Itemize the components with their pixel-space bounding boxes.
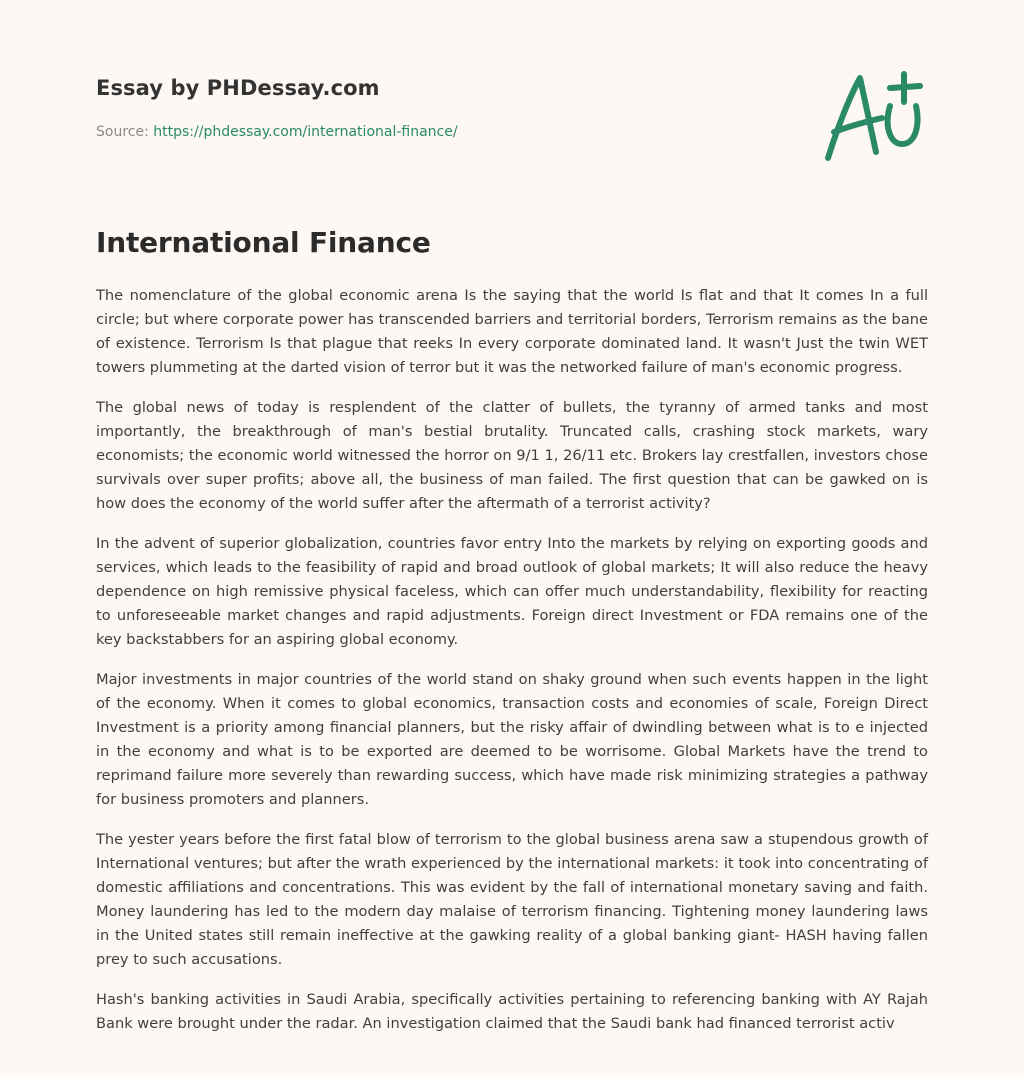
a-plus-logo-icon <box>820 66 930 166</box>
essay-body <box>96 284 928 1052</box>
essay-paragraph: The global news of today is resplendent of the clatter of bullets, the tyranny of armed tanks and most importantly, the breakthrough of man's bestial brutality. Truncated calls, crashing stock markets, wary economists; the economic world witnessed the horror on 9/1 1, 26/11 etc. Brokers lay crestfallen, investors chose survivals over super profits; above all, the business of man failed. The first question that can be gawked on is how does the economy of the world suffer after the aftermath of a terrorist activity? <box>96 399 928 512</box>
source-line <box>96 124 458 140</box>
essay-title: International Finance <box>96 226 431 259</box>
source-link[interactable]: https://phdessay.com/international-finance/ <box>153 124 458 140</box>
essay-paragraph: The nomenclature of the global economic arena Is the saying that the world Is flat and that It comes In a full circle; but where corporate power has transcended barriers and territorial borders, Terrorism remains as the bane of existence. Terrorism Is that plague that reeks In every corporate dominated land. It wasn't Just the twin WET towers plummeting at the darted vision of terror but it was the networked failure of man's economic progress. <box>96 287 928 376</box>
essay-paragraph: The yester years before the first fatal blow of terrorism to the global business arena saw a stupendous growth of International ventures; but after the wrath experienced by the international markets: it took into concentrating of domestic affiliations and concentrations. This was evident by the fall of international monetary saving and faith. Money laundering has led to the modern day malaise of terrorism financing. Tightening money laundering laws in the United states still remain ineffective at the gawking reality of a global banking giant- HASH having fallen prey to such accusations. <box>96 831 928 968</box>
source-label: Source: <box>96 124 154 140</box>
essay-paragraph: In the advent of superior globalization, countries favor entry Into the markets by relying on exporting goods and services, which leads to the feasibility of rapid and broad outlook of global markets; It will also reduce the heavy dependence on high remissive physical faceless, which can offer much understandability, flexibility for reacting to unforeseeable market changes and rapid adjustments. Foreign direct Investment or FDA remains one of the key backstabbers for an aspiring global economy. <box>96 535 928 648</box>
essay-paragraph: Hash's banking activities in Saudi Arabia, specifically activities pertaining to referencing banking with AY Rajah Bank were brought under the radar. An investigation claimed that the Saudi bank had financed terrorist activ <box>96 991 928 1032</box>
essay-paragraph: Major investments in major countries of the world stand on shaky ground when such events happen in the light of the economy. When it comes to global economics, transaction costs and economies of scale, Foreign Direct Investment is a priority among financial planners, but the risky affair of dwindling between what is to e injected in the economy and what is to be exported are deemed to be worrisome. Global Markets have the trend to reprimand failure more severely than rewarding success, which have made risk minimizing strategies a pathway for business promoters and planners. <box>96 671 928 808</box>
site-brand-title: Essay by PHDessay.com <box>96 76 380 100</box>
